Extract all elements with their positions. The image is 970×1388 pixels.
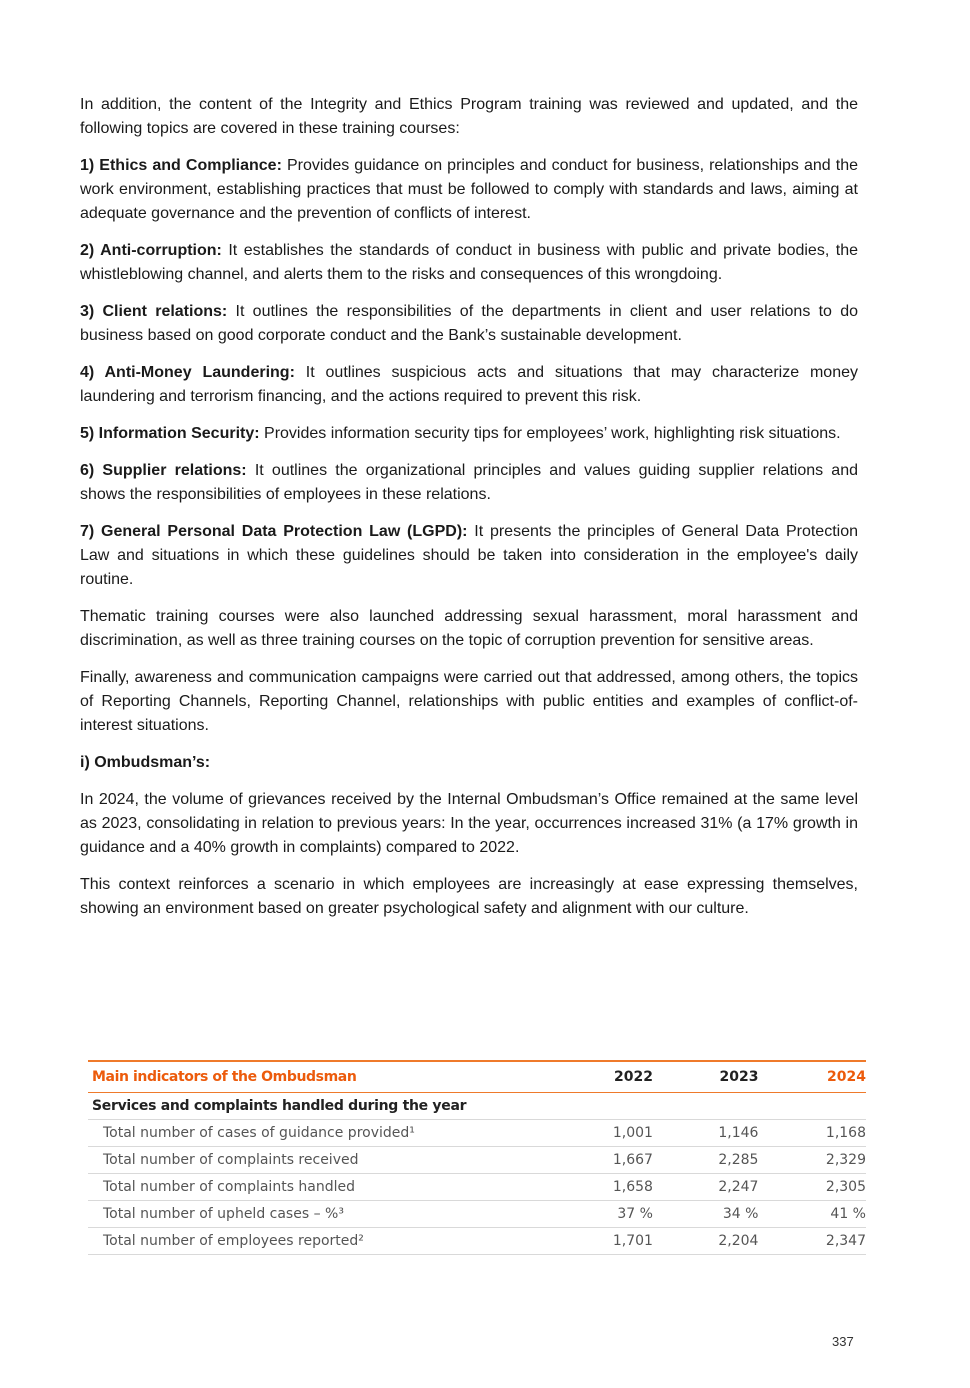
intro-paragraph: In addition, the content of the Integrity and Ethics Program training was reviewed and updated, and the following topics are covered in these training courses:: [80, 96, 858, 137]
cell-2023: 1,146: [653, 1120, 759, 1147]
topic-lgpd: [80, 520, 858, 592]
topic-text: It presents the principles of General Data Protection Law and situations in which these guidelines should be taken into consideration in the employee's daily routine.: [80, 523, 858, 588]
page-number: 337: [832, 1334, 854, 1349]
table-header-row: [88, 1061, 866, 1093]
cell-2022: 1,667: [559, 1147, 653, 1174]
topic-information-security: [80, 422, 858, 446]
table-row: [88, 1120, 866, 1147]
row-label: Total number of employees reported²: [88, 1228, 559, 1255]
year-header: 2022: [559, 1061, 653, 1093]
campaigns-paragraph: Finally, awareness and communication campaigns were carried out that addressed, among others, the topics of Reporting Channels, Reporting Channel, relationships with public entities and examples of conflict-of-interest situations.: [80, 669, 858, 734]
cell-2023: 2,204: [653, 1228, 759, 1255]
row-label: Total number of complaints received: [88, 1147, 559, 1174]
topic-title: 1) Ethics and Compliance:: [80, 157, 282, 174]
topic-title: 3) Client relations:: [80, 303, 228, 320]
row-label: Total number of upheld cases – %³: [88, 1201, 559, 1228]
table-section-row: [88, 1093, 866, 1120]
topic-aml: [80, 361, 858, 409]
topic-text: It outlines the organizational principles and values guiding supplier relations and shows the responsibilities of employees in these relations.: [80, 462, 859, 503]
table-row: [88, 1147, 866, 1174]
year-header-current: 2024: [758, 1061, 866, 1093]
topic-ethics: [80, 154, 858, 226]
cell-2023: 2,285: [653, 1147, 759, 1174]
cell-2022: 37 %: [559, 1201, 653, 1228]
cell-2024: 2,347: [758, 1228, 866, 1255]
topic-anti-corruption: [80, 239, 858, 287]
cell-2022: 1,701: [559, 1228, 653, 1255]
ombudsman-indicators-table: [88, 1060, 866, 1255]
topic-title: 5) Information Security:: [80, 425, 260, 442]
topic-client-relations: [80, 300, 858, 348]
cell-2024: 2,305: [758, 1174, 866, 1201]
topic-title: 7) General Personal Data Protection Law (LGPD):: [80, 523, 468, 540]
document-body: [80, 93, 858, 934]
topic-supplier-relations: [80, 459, 858, 507]
ombudsman-paragraph-1: In 2024, the volume of grievances received by the Internal Ombudsman’s Office remained at the same level as 2023, consolidating in relation to previous years: In the year, occurrences increased 31% (a 17% growth in guidance and a 40% growth in complaints) compared to 2022.: [80, 791, 858, 856]
row-label: Total number of cases of guidance provided¹: [88, 1120, 559, 1147]
ombudsman-paragraph-2: This context reinforces a scenario in which employees are increasingly at ease expressing themselves, showing an environment based on greater psychological safety and alignment with our culture.: [80, 876, 858, 917]
year-header: 2023: [653, 1061, 759, 1093]
table-row: [88, 1174, 866, 1201]
thematic-paragraph: Thematic training courses were also launched addressing sexual harassment, moral harassment and discrimination, as well as three training courses on the topic of corruption prevention for sensitive areas.: [80, 608, 858, 649]
cell-2024: 41 %: [758, 1201, 866, 1228]
topic-text: It establishes the standards of conduct in business with public and private bodies, the whistleblowing channel, and alerts them to the risks and consequences of this wrongdoing.: [80, 242, 858, 283]
section-label: Services and complaints handled during the year: [88, 1093, 866, 1120]
topic-title: 6) Supplier relations:: [80, 462, 247, 479]
cell-2022: 1,658: [559, 1174, 653, 1201]
ombudsman-heading: i) Ombudsman’s:: [80, 754, 211, 771]
topic-text: Provides guidance on principles and conduct for business, relationships and the work environment, establishing practices that must be followed to comply with standards and laws, aiming at adequate governance and the prevention of conflicts of interest.: [80, 157, 858, 222]
cell-2023: 2,247: [653, 1174, 759, 1201]
row-label: Total number of complaints handled: [88, 1174, 559, 1201]
topic-text: It outlines suspicious acts and situations that may characterize money laundering and terrorism financing, and the actions required to prevent this risk.: [80, 364, 858, 405]
cell-2024: 2,329: [758, 1147, 866, 1174]
table-row: [88, 1228, 866, 1255]
cell-2024: 1,168: [758, 1120, 866, 1147]
topic-text: Provides information security tips for employees’ work, highlighting risk situations.: [259, 425, 841, 442]
topic-title: 4) Anti-Money Laundering:: [80, 364, 295, 381]
table-row: [88, 1201, 866, 1228]
cell-2022: 1,001: [559, 1120, 653, 1147]
topic-title: 2) Anti-corruption:: [80, 242, 222, 259]
topic-text: It outlines the responsibilities of the departments in client and user relations to do business based on good corporate conduct and the Bank’s sustainable development.: [80, 303, 859, 344]
cell-2023: 34 %: [653, 1201, 759, 1228]
table-title: Main indicators of the Ombudsman: [88, 1061, 559, 1093]
